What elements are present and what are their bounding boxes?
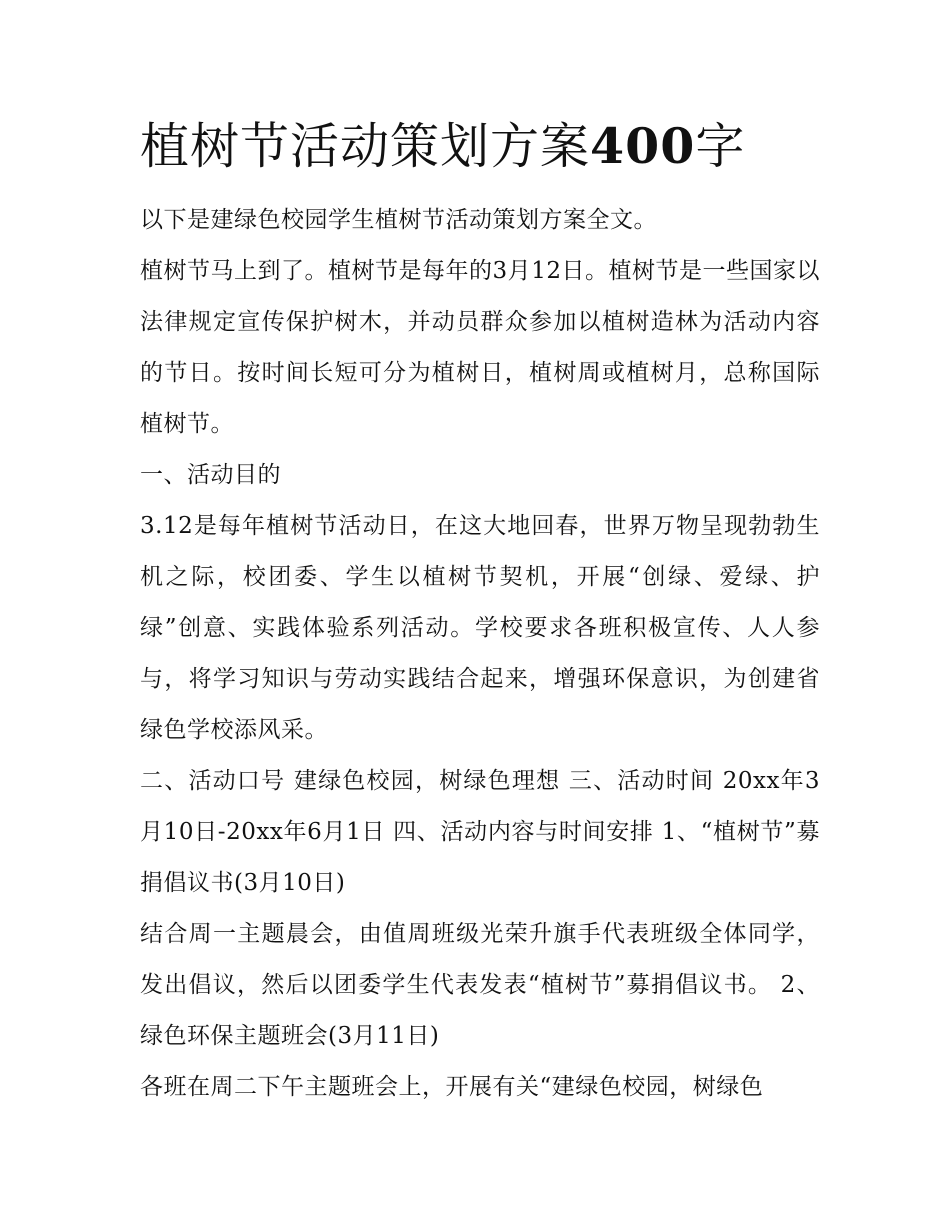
title-text: 植树节活动策划方案 [140,118,591,175]
paragraph-intro: 以下是建绿色校园学生植树节活动策划方案全文。 [140,207,657,233]
title-suffix: 字 [695,118,746,175]
paragraph-slogan-schedule: 二、活动口号 建绿色校园，树绿色理想 三、活动时间 20xx年3月10日-20xx年6月1日 四、活动内容与时间安排 1、“植树节”募捐倡议书(3月10日) [140,768,820,896]
title-number: 400 [590,117,696,175]
paragraph-purpose: 3.12是每年植树节活动日，在这大地回春，世界万物呈现勃勃生机之际，校团委、学生以植树节契机，开展“创绿、爱绿、护绿”创意、实践体验系列活动。学校要求各班积极宣传、人人参与，将学习知识与劳动实践结合起来，增强环保意识，为创建省绿色学校添风采。 [140,513,820,743]
paragraph-class-meeting: 各班在周二下午主题班会上，开展有关“建绿色校园，树绿色 [140,1074,764,1100]
section-heading-purpose: 一、活动目的 [140,462,281,488]
paragraph-proposal: 结合周一主题晨会，由值周班级光荣升旗手代表班级全体同学，发出倡议，然后以团委学生代表发表“植树节”募捐倡议书。 2、 绿色环保主题班会(3月11日) [140,921,820,1049]
document-title [140,108,820,185]
document-page [140,108,820,1113]
paragraph-background: 植树节马上到了。植树节是每年的3月12日。植树节是一些国家以法律规定宣传保护树木，并动员群众参加以植树造林为活动内容的节日。按时间长短可分为植树日，植树周或植树月，总称国际植树节。 [140,258,820,437]
